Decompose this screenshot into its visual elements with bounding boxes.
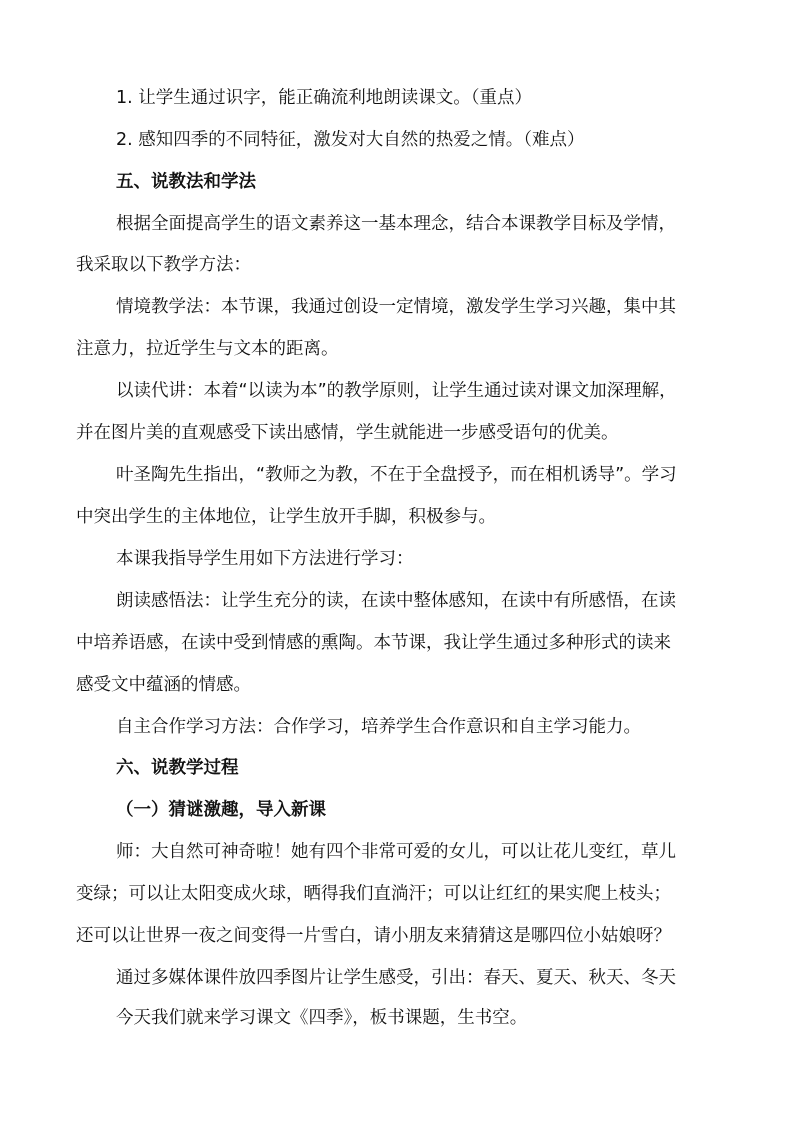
guide-line: 本课我指导学生用如下方法进行学习：: [116, 549, 414, 569]
teacher-line1: 师：大自然可神奇啦！她有四个非常可爱的女儿，可以让花儿变红，草儿: [116, 842, 676, 862]
reading-method-line2: 并在图片美的直观感受下读出感情，学生就能进一步感受语句的优美。: [76, 423, 619, 443]
section5-intro-line1: 根据全面提高学生的语文素养这一基本理念，结合本课教学目标及学情，: [116, 214, 676, 234]
perception-method-line3: 感受文中蕴涵的情感。: [76, 675, 251, 695]
today-line: 今天我们就来学习课文《四季》，板书课题，生书空。: [116, 1008, 528, 1028]
quote-line2: 中突出学生的主体地位，让学生放开手脚，积极参与。: [76, 507, 496, 527]
objective-1: 1. 让学生通过识字，能正确流利地朗读课文。（重点）: [116, 88, 533, 108]
objective-2: 2. 感知四季的不同特征，激发对大自然的热爱之情。（难点）: [116, 130, 585, 150]
cooperative-method-line: 自主合作学习方法：合作学习，培养学生合作意识和自主学习能力。: [116, 717, 641, 737]
section6-heading: 六、说教学过程: [116, 758, 239, 778]
section5-intro-line2: 我采取以下教学方法：: [76, 255, 251, 275]
reading-method-line1: 以读代讲：本着“以读为本”的教学原则，让学生通过读对课文加深理解，: [116, 381, 677, 401]
situational-method-line2: 注意力，拉近学生与文本的距离。: [76, 339, 339, 359]
section6-subheading: （一）猜谜激趣，导入新课: [116, 800, 326, 820]
multimedia-line: 通过多媒体课件放四季图片让学生感受，引出：春天、夏天、秋天、冬天: [116, 968, 676, 988]
situational-method-line1: 情境教学法：本节课，我通过创设一定情境，激发学生学习兴趣，集中其: [116, 297, 676, 317]
perception-method-line1: 朗读感悟法：让学生充分的读，在读中整体感知，在读中有所感悟，在读: [116, 591, 676, 611]
quote-line1: 叶圣陶先生指出，“教师之为教，不在于全盘授予，而在相机诱导”。学习: [116, 465, 677, 485]
section5-heading: 五、说教法和学法: [116, 172, 256, 192]
teacher-line3: 还可以让世界一夜之间变得一片雪白，请小朋友来猜猜这是哪四位小姑娘呀？: [76, 926, 671, 946]
perception-method-line2: 中培养语感，在读中受到情感的熏陶。本节课，我让学生通过多种形式的读来: [76, 633, 671, 653]
teacher-line2: 变绿；可以让太阳变成火球，晒得我们直淌汗；可以让红红的果实爬上枝头；: [76, 884, 671, 904]
